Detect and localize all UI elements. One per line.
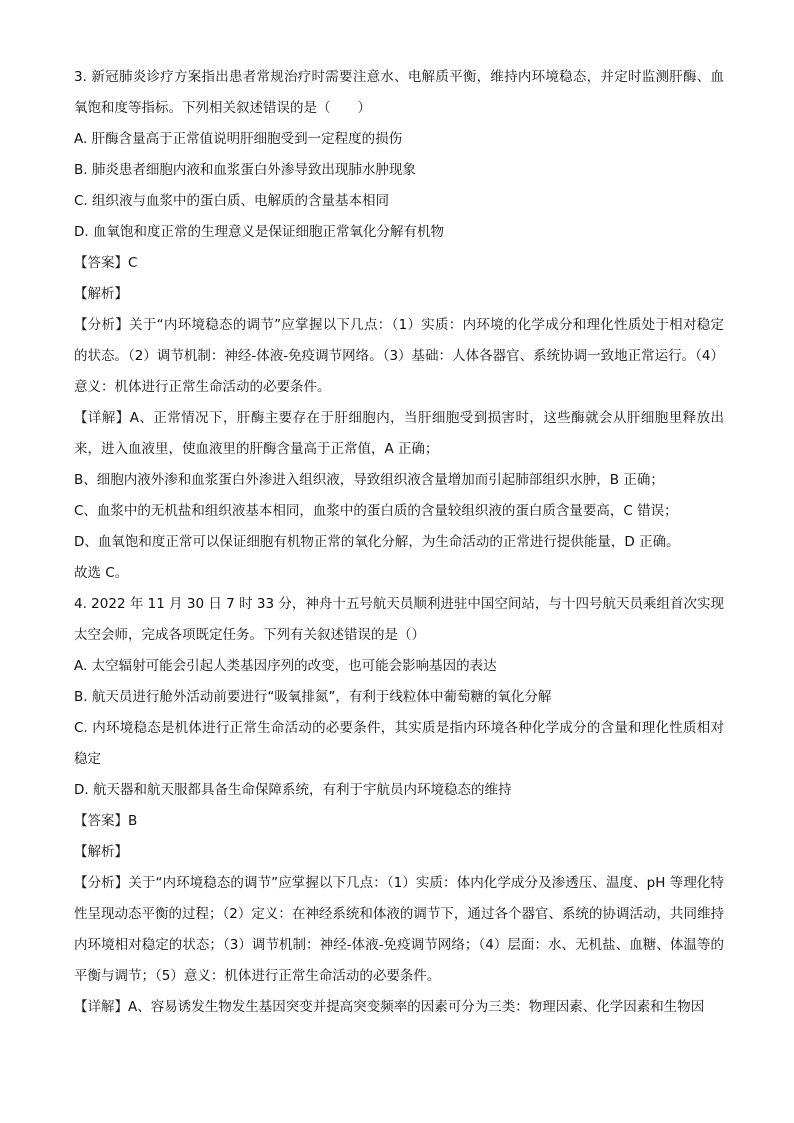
fenxi-paragraph bbox=[74, 310, 724, 403]
option-b: B. 航天员进行舱外活动前要进行“吸氧排氮”，有利于线粒体中葡萄糖的氧化分解 bbox=[74, 689, 552, 705]
xiangjie-paragraph-d: D、血氧饱和度正常可以保证细胞有机物正常的氧化分解，为生命活动的正常进行提供能量，D 正确。 bbox=[74, 534, 680, 550]
analysis-tag: 【解析】 bbox=[74, 844, 128, 860]
xiangjie-text-a: A、容易诱发生物发生基因突变并提高突变频率的因素可分为三类：物理因素、化学因素和生物因 bbox=[128, 999, 705, 1015]
xiangjie-paragraph-a bbox=[74, 403, 724, 465]
conclusion: 故选 C。 bbox=[74, 565, 129, 581]
question-stem: 4. 2022 年 11 月 30 日 7 时 33 分，神舟十五号航天员顺利进驻中国空间站，与十四号航天员乘组首次实现太空会师，完成各项既定任务。下列有关叙述错误的是（） bbox=[74, 596, 724, 643]
option-a: A. 太空辐射可能会引起人类基因序列的改变，也可能会影响基因的表达 bbox=[74, 658, 497, 674]
fenxi-tag: 【分析】 bbox=[74, 875, 129, 891]
answer-line bbox=[74, 248, 724, 279]
document-page bbox=[74, 62, 724, 1023]
xiangjie-text-a: A、正常情况下，肝酶主要存在于肝细胞内，当肝细胞受到损害时，这些酶就会从肝细胞里释放出来，进入血液里，使血液里的肝酶含量高于正常值，A 正确； bbox=[74, 410, 724, 457]
answer-tag: 【答案】 bbox=[74, 813, 128, 829]
answer-value: B bbox=[128, 813, 138, 829]
fenxi-paragraph bbox=[74, 868, 724, 992]
question-stem: 3. 新冠肺炎诊疗方案指出患者常规治疗时需要注意水、电解质平衡，维持内环境稳态，并定时监测肝酶、血氧饱和度等指标。下列相关叙述错误的是（ ） bbox=[74, 69, 724, 116]
question-3 bbox=[74, 62, 724, 589]
option-c: C. 组织液与血浆中的蛋白质、电解质的含量基本相同 bbox=[74, 193, 390, 209]
option-c: C. 内环境稳态是机体进行正常生命活动的必要条件，其实质是指内环境各种化学成分的含量和理化性质相对稳定 bbox=[74, 720, 724, 767]
fenxi-text: 关于“内环境稳态的调节”应掌握以下几点：（1）实质：体内化学成分及渗透压、温度、pH 等理化特性呈现动态平衡的过程；（2）定义：在神经系统和体液的调节下，通过各个器官、系统的协调活动，共同维持内环境相对稳定的状态；（3）调节机制：神经-体液-免疫调节网络；（4）层面：水、无机盐、血糖、体温等的平衡与调节；（5）意义：机体进行正常生命活动的必要条件。 bbox=[74, 875, 725, 984]
xiangjie-paragraph-a bbox=[74, 992, 724, 1023]
analysis-tag: 【解析】 bbox=[74, 286, 128, 302]
xiangjie-paragraph-c: C、血浆中的无机盐和组织液基本相同，血浆中的蛋白质的含量较组织液的蛋白质含量要高，C 错误； bbox=[74, 503, 678, 519]
option-a: A. 肝酶含量高于正常值说明肝细胞受到一定程度的损伤 bbox=[74, 131, 403, 147]
question-4 bbox=[74, 589, 724, 1023]
answer-value: C bbox=[128, 255, 138, 271]
option-d: D. 航天器和航天服都具备生命保障系统，有利于宇航员内环境稳态的维持 bbox=[74, 782, 512, 798]
xiangjie-tag: 【详解】 bbox=[74, 410, 130, 426]
answer-tag: 【答案】 bbox=[74, 255, 128, 271]
fenxi-text: 关于“内环境稳态的调节”应掌握以下几点：（1）实质：内环境的化学成分和理化性质处于相对稳定的状态。（2）调节机制：神经-体液-免疫调节网络。（3）基础：人体各器官、系统协调一致地正常运行。（4）意义：机体进行正常生命活动的必要条件。 bbox=[74, 317, 725, 395]
fenxi-tag: 【分析】 bbox=[74, 317, 130, 333]
xiangjie-tag: 【详解】 bbox=[74, 999, 128, 1015]
xiangjie-paragraph-b: B、细胞内液外渗和血浆蛋白外渗进入组织液，导致组织液含量增加而引起肺部组织水肿，B 正确； bbox=[74, 472, 664, 488]
answer-line bbox=[74, 806, 724, 837]
option-b: B. 肺炎患者细胞内液和血浆蛋白外渗导致出现肺水肿现象 bbox=[74, 162, 416, 178]
option-d: D. 血氧饱和度正常的生理意义是保证细胞正常氧化分解有机物 bbox=[74, 224, 444, 240]
